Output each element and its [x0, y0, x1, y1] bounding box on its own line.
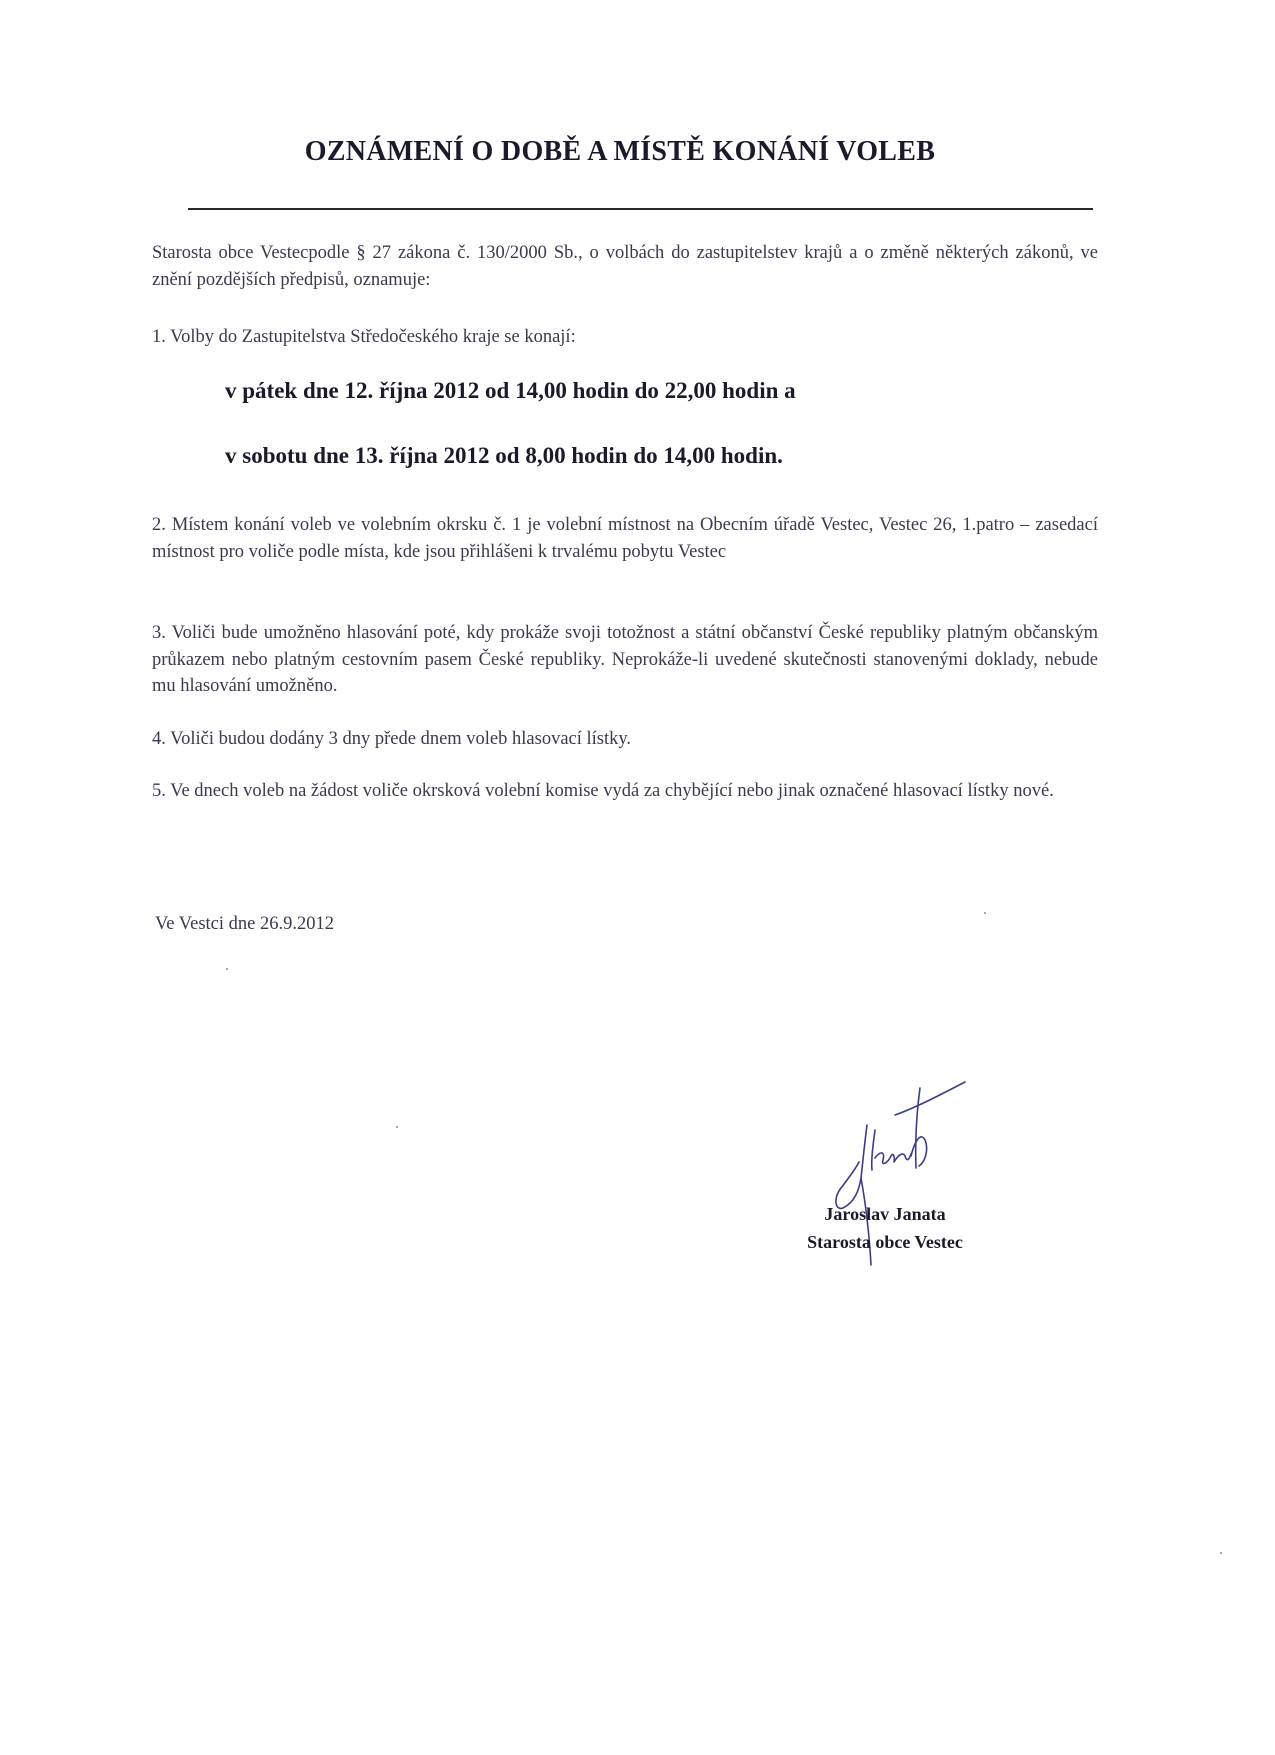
- signatory-title: Starosta obce Vestec: [807, 1232, 963, 1252]
- document-title: OZNÁMENÍ O DOBĚ A MÍSTĚ KONÁNÍ VOLEB: [304, 136, 936, 167]
- item-2: 2. Místem konání voleb ve volebním okrsku č. 1 je volební místnost na Obecním úřadě Vestec, Vestec 26, 1.patro – zasedací místnost pro voliče podle místa, kde jsou přihlášeni k trvalému pobytu Vestec: [152, 515, 1098, 562]
- scan-speck: [396, 1126, 398, 1128]
- item-5: 5. Ve dnech voleb na žádost voliče okrsková volební komise vydá za chybějící nebo jinak označené hlasovací lístky nové.: [152, 781, 1054, 801]
- friday-date-line: v pátek dne 12. října 2012 od 14,00 hodin do 22,00 hodin a: [225, 378, 796, 403]
- item-3: 3. Voliči bude umožněno hlasování poté, kdy prokáže svoji totožnost a státní občanství České republiky platným občanským průkazem nebo platným cestovním pasem České republiky. Neprokáže-li uvedené skutečnosti stanovenými doklady, nebude mu hlasování umožněno.: [152, 623, 1098, 696]
- item-4: 4. Voliči budou dodány 3 dny přede dnem voleb hlasovací lístky.: [152, 729, 632, 749]
- scan-speck: [226, 968, 228, 970]
- item-1: 1. Volby do Zastupitelstva Středočeského kraje se konají:: [152, 327, 576, 347]
- scan-speck: [984, 912, 986, 914]
- intro-paragraph: Starosta obce Vestecpodle § 27 zákona č. 130/2000 Sb., o volbách do zastupitelstev krajů a o změně některých zákonů, ve znění pozdějších předpisů, oznamuje:: [152, 243, 1098, 290]
- title-divider: [188, 208, 1093, 210]
- scan-speck: [1220, 1552, 1222, 1554]
- saturday-date-line: v sobotu dne 13. října 2012 od 8,00 hodin do 14,00 hodin.: [225, 443, 783, 468]
- signature-block: [770, 1200, 1000, 1256]
- place-date: Ve Vestci dne 26.9.2012: [155, 914, 334, 934]
- signatory-name: Jaroslav Janata: [824, 1204, 946, 1224]
